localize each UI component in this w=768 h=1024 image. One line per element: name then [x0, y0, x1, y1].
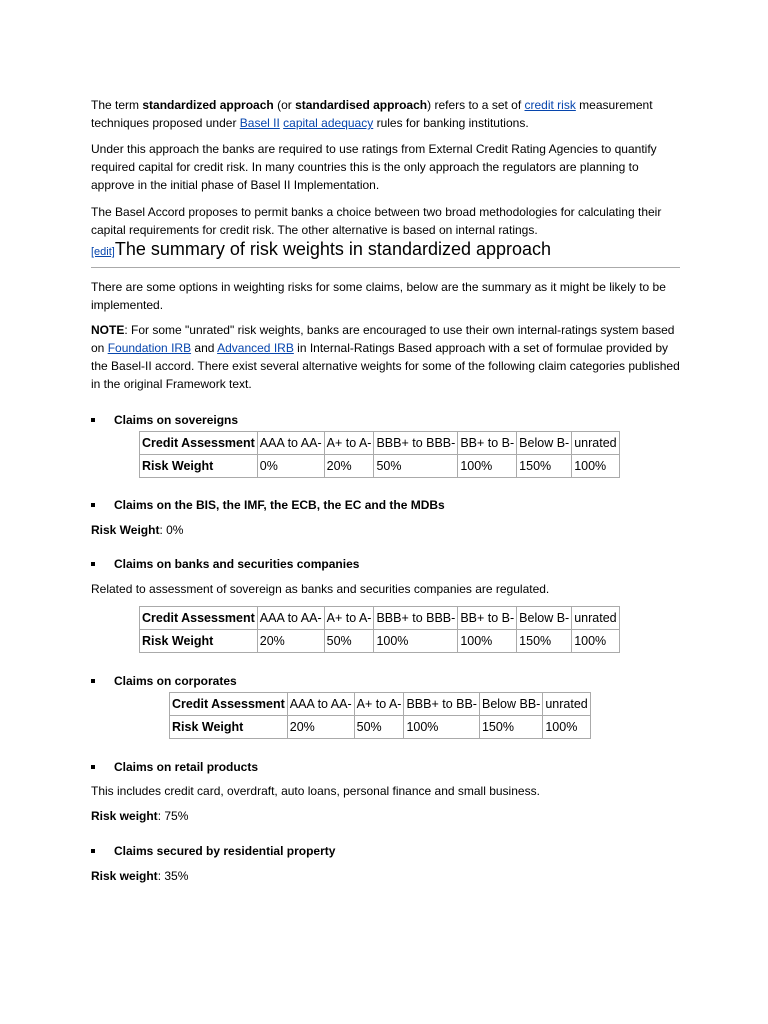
link-foundation-irb[interactable]: Foundation IRB — [107, 341, 192, 355]
bullet-bis — [91, 496, 445, 514]
table-cell: A+ to A- — [324, 432, 374, 455]
table-cell: BBB+ to BB- — [404, 693, 480, 716]
table-cell: 100% — [572, 455, 619, 478]
table-cell: Credit Assessment — [170, 693, 288, 716]
intro-paragraph-3: The Basel Accord proposes to permit banks a choice between two broad methodologies for calculating their capital requirements for credit risk. The other alternative is based on internal ratings. — [91, 205, 662, 237]
intro-paragraph-2: Under this approach the banks are required to use ratings from External Credit Rating Agencies to quantify required capital for credit risk. In many countries this is the only approach the regulators are planning to approve in the initial phase of Basel II Implementation. — [91, 142, 657, 192]
table-cell: 0% — [257, 455, 324, 478]
bullet-icon — [91, 418, 95, 422]
table-cell: A+ to A- — [354, 693, 404, 716]
table-cell: 100% — [458, 455, 517, 478]
bullet-residential — [91, 842, 335, 860]
bullet-title: Claims on banks and securities companies — [114, 557, 360, 571]
table-cell: unrated — [572, 607, 619, 630]
bullet-icon — [91, 679, 95, 683]
link-advanced-irb[interactable]: Advanced IRB — [217, 341, 294, 355]
table-cell: Risk Weight — [170, 716, 288, 739]
table-cell: Below B- — [517, 432, 572, 455]
table-cell: Below B- — [517, 607, 572, 630]
note-paragraph — [91, 321, 681, 393]
bullet-title: Claims on sovereigns — [114, 413, 239, 427]
bis-risk-weight — [91, 521, 681, 539]
note-text: in Internal-Ratings Based approach with a set of formulae provided by the Basel-II accord. There exist several alternative weights for some of the following claim categories published in the original Framework text. — [91, 341, 680, 391]
table-row — [170, 716, 591, 739]
table-cell: BBB+ to BBB- — [374, 607, 458, 630]
table-cell: Below BB- — [479, 693, 542, 716]
bullet-icon — [91, 503, 95, 507]
table-header-row — [140, 432, 620, 455]
bullet-icon — [91, 765, 95, 769]
table-cell: Credit Assessment — [140, 432, 258, 455]
table-cell: unrated — [543, 693, 590, 716]
table-cell: Risk Weight — [140, 455, 258, 478]
note-label: NOTE — [91, 323, 125, 337]
risk-weight-value: : 0% — [159, 523, 184, 537]
link-capital-adequacy[interactable]: capital adequacy — [283, 116, 374, 130]
section-heading — [91, 240, 680, 268]
table-sovereigns — [139, 431, 620, 478]
table-cell: unrated — [572, 432, 619, 455]
risk-weight-label: Risk weight — [91, 869, 158, 883]
bullet-title: Claims on the BIS, the IMF, the ECB, the EC and the MDBs — [114, 498, 445, 512]
table-cell: 50% — [374, 455, 458, 478]
banks-description: Related to assessment of sovereign as banks and securities companies are regulated. — [91, 582, 550, 596]
bullet-icon — [91, 849, 95, 853]
table-cell: 50% — [354, 716, 404, 739]
risk-weight-label: Risk weight — [91, 809, 158, 823]
table-cell: AAA to AA- — [287, 693, 354, 716]
table-cell: Risk Weight — [140, 630, 258, 653]
table-banks — [139, 606, 620, 653]
table-cell: 150% — [517, 455, 572, 478]
table-cell: 150% — [517, 630, 572, 653]
risk-weight-value: : 75% — [157, 809, 189, 823]
table-header-row — [170, 693, 591, 716]
table-cell: 50% — [324, 630, 374, 653]
table-row — [140, 630, 620, 653]
table-row — [140, 455, 620, 478]
note-text: and — [191, 341, 218, 355]
table-corporates — [169, 692, 591, 739]
risk-weight-value: : 35% — [157, 869, 189, 883]
bullet-title: Claims on corporates — [114, 674, 237, 688]
term-standardized: standardized approach — [142, 98, 274, 112]
table-cell: BBB+ to BBB- — [374, 432, 458, 455]
link-credit-risk[interactable]: credit risk — [524, 98, 576, 112]
table-cell: 20% — [324, 455, 374, 478]
table-cell: 100% — [404, 716, 480, 739]
table-cell: 100% — [374, 630, 458, 653]
table-cell: AAA to AA- — [257, 607, 324, 630]
risk-weight-label: Risk Weight — [91, 523, 160, 537]
link-basel-ii[interactable]: Basel II — [239, 116, 280, 130]
intro-text: (or — [273, 98, 296, 112]
table-cell: BB+ to B- — [458, 607, 517, 630]
table-cell: Credit Assessment — [140, 607, 258, 630]
table-cell: AAA to AA- — [257, 432, 324, 455]
table-cell: 20% — [287, 716, 354, 739]
bullet-banks — [91, 555, 359, 573]
table-cell: 150% — [479, 716, 542, 739]
intro-text: measurement techniques proposed under — [91, 98, 653, 130]
residential-risk-weight — [91, 867, 681, 885]
bullet-title: Claims on retail products — [114, 760, 259, 774]
table-cell: 100% — [543, 716, 590, 739]
bullet-sovereigns — [91, 411, 238, 429]
intro-text: rules for banking institutions. — [373, 116, 529, 130]
retail-risk-weight — [91, 807, 681, 825]
note-text: : For some "unrated" risk weights, banks are encouraged to use their own internal-ratings system based on — [91, 323, 675, 355]
section-paragraph: There are some options in weighting risks for some claims, below are the summary as it might be likely to be implemented. — [91, 280, 666, 312]
bullet-icon — [91, 562, 95, 566]
section-title: The summary of risk weights in standardized approach — [114, 239, 552, 259]
retail-description: This includes credit card, overdraft, auto loans, personal finance and small business. — [91, 784, 540, 798]
table-cell: 100% — [458, 630, 517, 653]
bullet-title: Claims secured by residential property — [114, 844, 336, 858]
table-cell: 100% — [572, 630, 619, 653]
edit-link[interactable]: [edit] — [91, 246, 115, 258]
intro-paragraph-1 — [91, 96, 681, 132]
table-cell: A+ to A- — [324, 607, 374, 630]
table-cell: 20% — [257, 630, 324, 653]
term-standardised: standardised approach — [295, 98, 428, 112]
intro-text: ) refers to a set of — [427, 98, 525, 112]
table-cell: BB+ to B- — [458, 432, 517, 455]
bullet-corporates — [91, 672, 237, 690]
bullet-retail — [91, 758, 258, 776]
table-header-row — [140, 607, 620, 630]
intro-text: The term — [91, 98, 143, 112]
